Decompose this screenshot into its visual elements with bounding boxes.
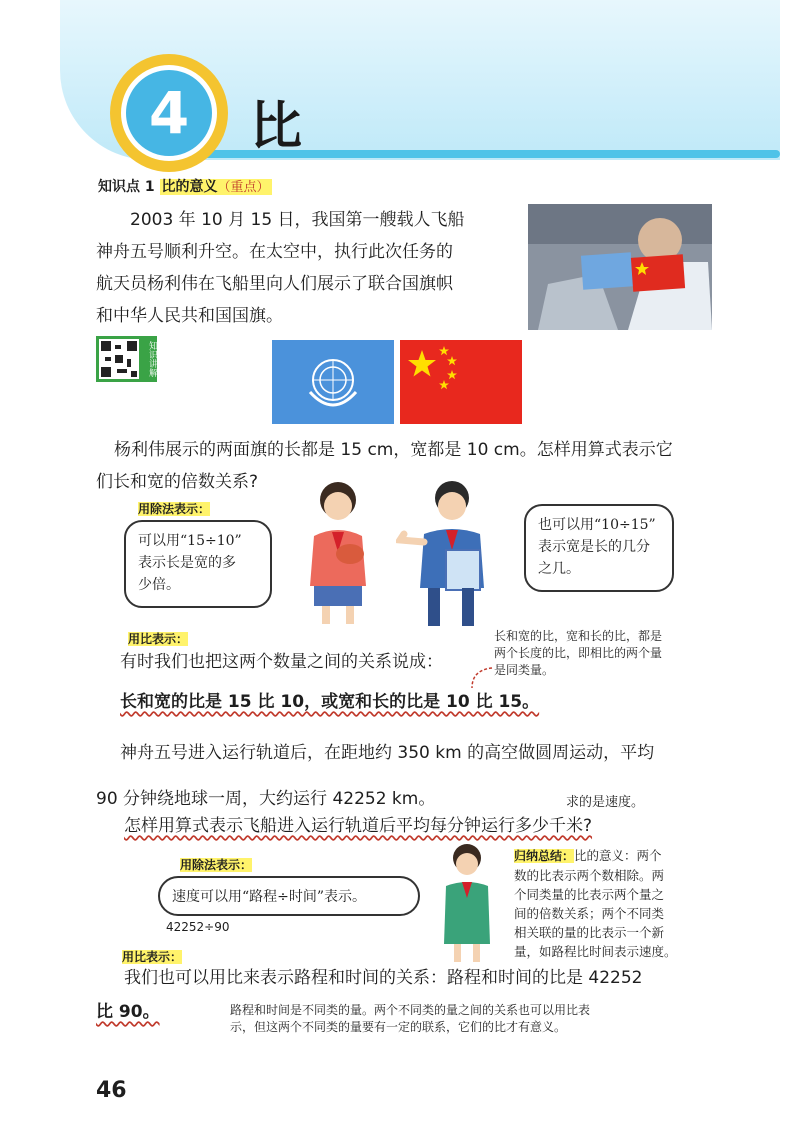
question-2: 怎样用算式表示飞船进入运行轨道后平均每分钟运行多少千米?	[124, 816, 593, 836]
question-1: 杨利伟展示的两面旗的长都是 15 cm，宽都是 10 cm。怎样用算式表示它 们长和宽的倍数关系?	[96, 440, 673, 492]
ratio-intro: 有时我们也把这两个数量之间的关系说成：	[120, 652, 443, 672]
speed-side-note: 求的是速度。	[566, 795, 645, 810]
girl-illustration	[292, 476, 384, 628]
qr-code-label: 知识讲解	[142, 336, 157, 382]
header-underline	[150, 150, 780, 158]
qr-code-icon	[99, 339, 139, 379]
ratio-side-note: 长和宽的比，宽和长的比，都是 两个长度的比，即相比的两个量 是同类量。	[494, 629, 663, 677]
girl-speech-bubble: 可以用“15÷10” 表示长是宽的多 少倍。	[124, 520, 272, 608]
un-flag	[272, 340, 394, 424]
chapter-number: 4	[148, 79, 190, 147]
astronaut-photo	[528, 204, 712, 330]
summary-box: 归纳总结：比的意义：两个 数的比表示两个数相除。两 个同类量的比表示两个量之 间的倍数关系；两个不同类 相关联的量的比表示一个新 量，如路程比时间表示速度。	[514, 848, 677, 959]
division-tag-2: 用除法表示：	[180, 858, 253, 872]
chapter-title: 比	[250, 97, 303, 157]
knowledge-point-topic: 比的意义（重点）	[161, 179, 270, 195]
intro-paragraph: 2003 年 10 月 15 日，我国第一艘载人飞船 神舟五号顺利升空。在太空中，执行此次任务的 航天员杨利伟在飞船里向人们展示了联合国旗帜 和中华人民共和国国旗。	[96, 210, 465, 326]
speed-formula: 42252÷90	[166, 920, 230, 934]
knowledge-point-heading	[98, 176, 272, 196]
shenzhou-paragraph: 神舟五号进入运行轨道后，在距地约 350 km 的高空做圆周运动，平均 90 分钟绕地球一周，大约运行 42252 km。	[96, 743, 655, 809]
ratio-statement: 长和宽的比是 15 比 10，或宽和长的比是 10 比 15。	[120, 692, 540, 712]
summary-girl-illustration	[432, 840, 502, 964]
china-flag	[400, 340, 522, 424]
qr-code[interactable]	[96, 336, 142, 382]
summary-label: 归纳总结：	[514, 849, 575, 863]
division-tag: 用除法表示：	[138, 502, 211, 516]
page-number: 46	[96, 1078, 127, 1103]
speed-speech-bubble: 速度可以用“路程÷时间”表示。	[158, 876, 420, 916]
ratio-statement-2: 我们也可以用比来表示路程和时间的关系：路程和时间的比是 42252	[124, 968, 643, 988]
boy-speech-bubble: 也可以用“10÷15” 表示宽是长的几分 之几。	[524, 504, 674, 592]
chapter-badge	[121, 65, 217, 161]
ratio-statement-2-end: 比 90。	[96, 1002, 160, 1022]
ratio-tag: 用比表示：	[128, 632, 189, 646]
ratio-tag-2: 用比表示：	[122, 950, 183, 964]
knowledge-point-label: 知识点 1	[98, 179, 155, 195]
final-note: 路程和时间是不同类的量。两个不同类的量之间的关系也可以用比表 示，但这两个不同类的量要有一定的联系，它们的比才有意义。	[230, 1003, 591, 1034]
boy-illustration	[396, 476, 506, 628]
